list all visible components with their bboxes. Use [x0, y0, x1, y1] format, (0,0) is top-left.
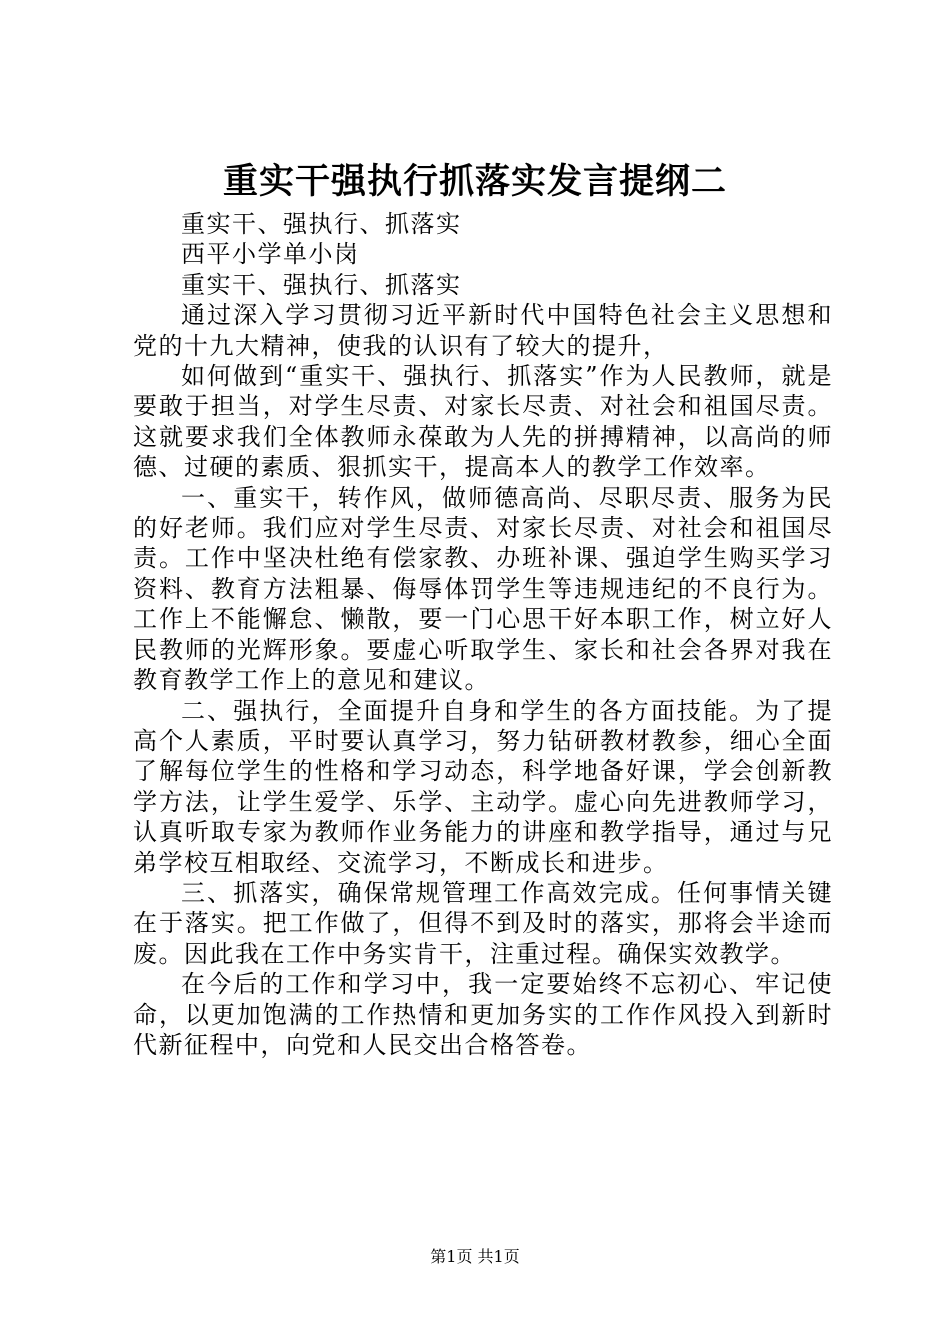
- paragraph-how-to: 如何做到“重实干、强执行、抓落实”作为人民教师，就是要敢于担当，对学生尽责、对家长尽责、对社会和祖国尽责。这就要求我们全体教师永葆敢为人先的拼搏精神，以高尚的师德、过硬的素质、狠抓实干，提高本人的教学工作效率。: [133, 362, 833, 482]
- document-body: [133, 209, 833, 1060]
- paragraph-section-one: 一、重实干，转作风，做师德高尚、尽职尽责、服务为民的好老师。我们应对学生尽责、对家长尽责、对社会和祖国尽责。工作中坚决杜绝有偿家教、办班补课、强迫学生购买学习资料、教育方法粗暴、侮辱体罚学生等违规违纪的不良行为。工作上不能懈怠、懒散，要一门心思干好本职工作，树立好人民教师的光辉形象。要虚心听取学生、家长和社会各界对我在教育教学工作上的意见和建议。: [133, 483, 833, 695]
- document-title: 重实干强执行抓落实发言提纲二: [222, 161, 727, 202]
- subtitle-line-repeat: 重实干、强执行、抓落实: [181, 270, 462, 299]
- subtitle-line: 重实干、强执行、抓落实: [181, 210, 462, 238]
- author-line: 西平小学单小岗: [181, 240, 360, 269]
- paragraph-section-two: 二、强执行，全面提升自身和学生的各方面技能。为了提高个人素质，平时要认真学习，努力钻研教材教参，细心全面了解每位学生的性格和学习动态，科学地备好课，学会创新教学方法，让学生爱学、乐学、主动学。虚心向先进教师学习，认真听取专家为教师作业务能力的讲座和教学指导，通过与兄弟学校互相取经、交流学习，不断成长和进步。: [133, 696, 833, 877]
- paragraph-section-three: 三、抓落实，确保常规管理工作高效完成。任何事情关键在于落实。把工作做了，但得不到及时的落实，那将会半途而废。因此我在工作中务实肯干，注重过程。确保实效教学。: [133, 878, 833, 968]
- intro-paragraph: 通过深入学习贯彻习近平新时代中国特色社会主义思想和党的十九大精神，使我的认识有了较大的提升，: [133, 301, 833, 360]
- page-footer: 第1页 共1页: [430, 1247, 520, 1266]
- paragraph-conclusion: 在今后的工作和学习中，我一定要始终不忘初心、牢记使命，以更加饱满的工作热情和更加务实的工作作风投入到新时代新征程中，向党和人民交出合格答卷。: [133, 970, 833, 1059]
